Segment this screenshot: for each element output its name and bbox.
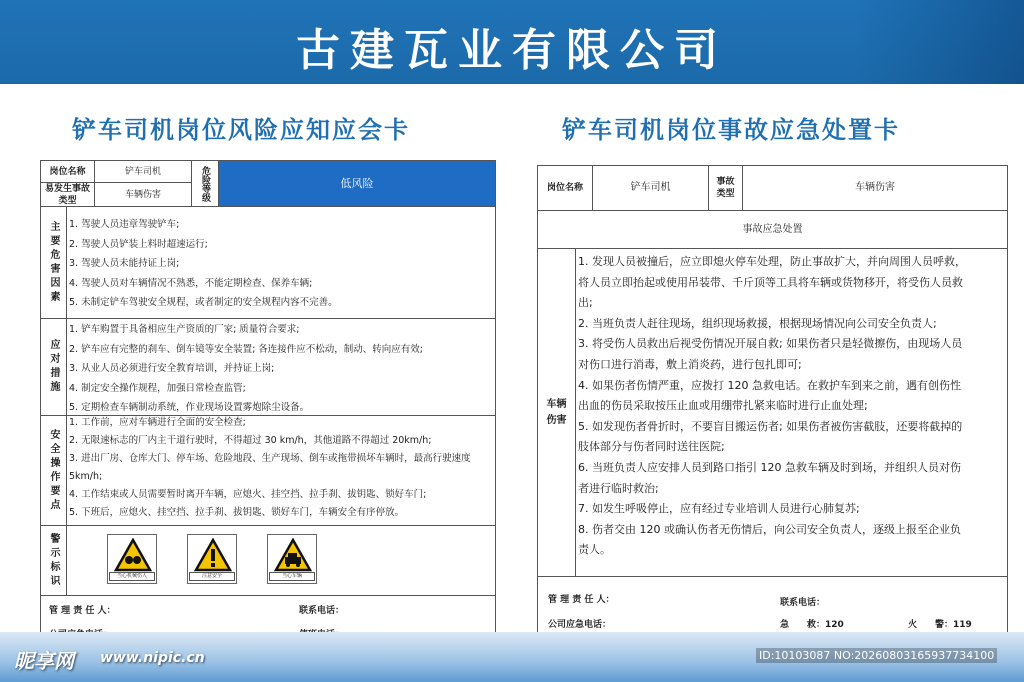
attention-safety-sign: 注意安全: [187, 534, 237, 584]
list-item: 5. 未制定铲车驾驶安全规程，或者制定的安全规程内容不完善。: [69, 297, 338, 308]
measures-list: [69, 320, 423, 418]
danger-level-label: 危险等级: [192, 161, 219, 207]
list-item: 出血的伤员采取按压止血或用绷带扎紧来临时进行止血处理;: [578, 399, 868, 413]
watermark-logo: 昵享网: [14, 649, 74, 673]
list-item: 2. 当班负责人赶往现场，组织现场救援，根据现场情况向公司安全负责人;: [578, 316, 937, 330]
measures-label: 应对措施: [41, 319, 67, 416]
emergency-phone-label: 公司应急电话：: [548, 620, 612, 630]
right-card-title: 铲车司机岗位事故应急处置卡: [562, 116, 900, 144]
emergency-steps-list: [578, 252, 1000, 561]
caution-vehicle-sign: 当心车辆: [267, 534, 317, 584]
list-item: 1. 驾驶人员违章驾驶铲车;: [69, 219, 180, 230]
emergency-response-card: [537, 165, 1008, 645]
list-item: 5. 定期检查车辆制动系统，作业现场设置雾炮除尘设备。: [69, 402, 310, 413]
left-card-title: 铲车司机岗位风险应知应会卡: [72, 116, 410, 144]
list-item: 2. 铲车应有完整的刹车、倒车镜等安全装置; 各连接件应不松动，制动、转向应有效;: [69, 343, 424, 355]
list-item: 3. 从业人员必须进行安全教育培训，并持证上岗;: [69, 363, 275, 374]
watermark-url: www.nipic.cn: [100, 650, 205, 666]
hazards-list: [69, 215, 338, 313]
list-item: 5. 下班后，应熄火、挂空挡、拉手刹、拔钥匙、锁好车门，车辆安全有序停放。: [69, 507, 405, 518]
fire-phone: 火 警：119: [908, 620, 972, 630]
company-name: 古建瓦业有限公司: [296, 25, 728, 76]
list-item: 7. 如发生呼吸停止，应有经过专业培训人员进行心肺复苏;: [578, 502, 860, 516]
contact-phone-label: 联系电话：: [299, 606, 345, 616]
position-label: 岗位名称: [41, 161, 95, 183]
list-item: 2. 无限速标志的厂内主干道行驶时，不得超过 30 km/h，其他道路不得超过 20km/h;: [69, 435, 432, 446]
list-item: 者进行临时救治;: [578, 481, 659, 495]
caution-machinery-sign: 当心机械伤人: [107, 534, 157, 584]
list-item: 责人。: [578, 543, 611, 557]
contact-phone-label: 联系电话：: [780, 598, 826, 608]
list-item: 4. 制定安全操作规程，加强日常检查监管;: [69, 382, 246, 394]
safety-points-list: [69, 414, 471, 522]
responsible-label: 管 理 责 任 人：: [548, 595, 615, 605]
warning-signs-label: 警示标识: [41, 526, 67, 596]
list-item: 5km/h;: [69, 471, 103, 482]
warning-triangle-icon: [274, 538, 312, 572]
list-item: 1. 铲车购置于具备相应生产资质的厂家; 质量符合要求;: [69, 324, 300, 335]
list-item: 1. 工作前，应对车辆进行全面的安全检查;: [69, 417, 246, 428]
list-item: 4. 如果伤者伤情严重，应拨打 120 急救电话。在救护车到来之前，遇有创伤性: [578, 378, 961, 392]
danger-level-value: 低风险: [219, 161, 496, 207]
warning-triangle-icon: [194, 538, 232, 572]
risk-awareness-card: [40, 160, 496, 647]
accident-type-value: 车辆伤害: [95, 183, 192, 207]
list-item: 1. 发现人员被撞后，应立即熄火停车处理，防止事故扩大，并向周围人员呼救，: [578, 255, 966, 268]
watermark-id: ID:10103087 NO:20260803165937734100: [756, 648, 997, 663]
list-item: 将人员立即抬起或使用吊装带、千斤顶等工具将车辆或货物移开，将受伤人员救: [578, 275, 963, 289]
hazards-label: 主要危害因素: [41, 207, 67, 319]
list-item: 对伤口进行消毒，敷上消炎药，进行包扎即可;: [578, 357, 802, 371]
accident-type-label: 事故类型: [709, 166, 743, 211]
position-value: 铲车司机: [593, 166, 709, 211]
position-label: 岗位名称: [538, 166, 593, 211]
list-item: 8. 伤者交由 120 或确认伤者无伤情后，向公司安全负责人，逐级上报至企业负: [578, 522, 961, 536]
accident-type-label: 易发生事故类型: [41, 183, 95, 207]
list-item: 6. 当班负责人应安排人员到路口指引 120 急救车辆及时到场，并组织人员对伤: [578, 460, 961, 474]
list-item: 肢体部分与伤者同时送往医院;: [578, 440, 725, 454]
responsible-label: 管 理 责 任 人：: [49, 606, 116, 616]
list-item: 4. 驾驶人员对车辆情况不熟悉，不能定期检查、保养车辆;: [69, 277, 313, 289]
list-item: 3. 驾驶人员未能持证上岗;: [69, 258, 180, 269]
warning-signs: [67, 526, 496, 596]
position-value: 铲车司机: [95, 161, 192, 183]
safety-points-label: 安全操作要点: [41, 416, 67, 526]
list-item: 出;: [578, 296, 593, 310]
list-item: 4. 工作结束或人员需要暂时离开车辆，应熄火、挂空挡、拉手刹、拔钥匙、锁好车门;: [69, 489, 427, 500]
list-item: 2. 驾驶人员铲装上料时超速运行;: [69, 238, 208, 250]
list-item: 3. 进出厂房、仓库大门、停车场、危险地段、生产现场、倒车或拖带损坏车辆时，最高行驶速度: [69, 453, 471, 464]
list-item: 3. 将受伤人员救出后视受伤情况开展自救; 如果伤者只是轻微擦伤，由现场人员: [578, 337, 963, 351]
list-item: 5. 如发现伤者骨折时，不要盲目搬运伤者; 如果伤者被伤害截肢，还要将截掉的: [578, 419, 963, 433]
first-aid-phone: 急 救：120: [780, 620, 844, 630]
warning-triangle-icon: [114, 538, 152, 572]
row-label: 车辆伤害: [546, 398, 567, 426]
accident-type-value: 车辆伤害: [743, 166, 1008, 211]
section-title: 事故应急处置: [538, 211, 1008, 249]
